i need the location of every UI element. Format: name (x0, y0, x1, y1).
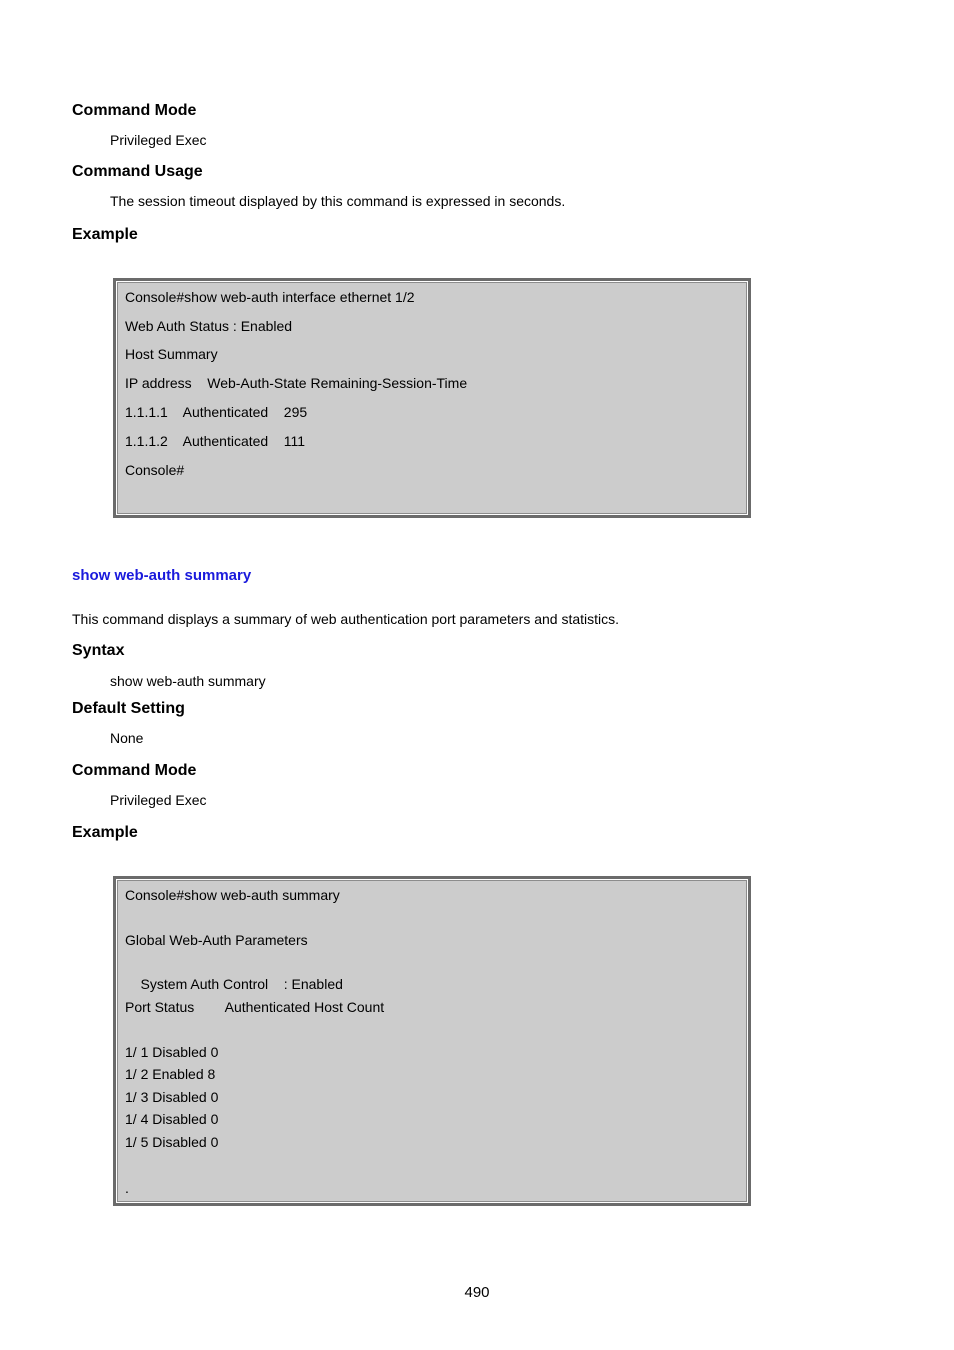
console-line: Web Auth Status : Enabled (125, 318, 293, 334)
console-line: 1/ 5 Disabled 0 (125, 1134, 219, 1150)
page-number: 490 (464, 1284, 490, 1301)
example-heading: Example (72, 226, 138, 243)
console-example-interface (113, 278, 751, 518)
command-usage-heading: Command Usage (72, 163, 203, 180)
console-line: 1/ 2 Enabled 8 (125, 1066, 216, 1082)
console-example-summary (113, 876, 751, 1206)
command-mode-heading: Command Mode (72, 102, 197, 119)
command-description: This command displays a summary of web authentication port parameters and statistics. (72, 611, 620, 627)
console-line: . (125, 1180, 129, 1196)
console-line: Console#show web-auth summary (125, 887, 340, 903)
console-line: 1/ 3 Disabled 0 (125, 1089, 219, 1105)
syntax-heading: Syntax (72, 642, 125, 659)
console-line: Global Web-Auth Parameters (125, 932, 308, 948)
command-usage-text: The session timeout displayed by this command is expressed in seconds. (110, 193, 566, 209)
default-setting-heading: Default Setting (72, 700, 185, 717)
example-heading: Example (72, 824, 138, 841)
command-mode-value: Privileged Exec (110, 792, 207, 808)
default-setting-value: None (110, 730, 144, 746)
console-line: System Auth Control : Enabled (125, 976, 343, 992)
console-line: 1.1.1.1 Authenticated 295 (125, 404, 308, 420)
console-line: 1/ 1 Disabled 0 (125, 1044, 219, 1060)
console-line: Console#show web-auth interface ethernet 1/2 (125, 289, 415, 305)
syntax-value: show web-auth summary (110, 673, 266, 689)
console-line: Port Status Authenticated Host Count (125, 999, 385, 1015)
console-line: IP address Web-Auth-State Remaining-Session-Time (125, 375, 468, 391)
command-title: show web-auth summary (72, 567, 252, 584)
command-mode-value: Privileged Exec (110, 132, 207, 148)
console-line: Host Summary (125, 346, 218, 362)
console-line: 1/ 4 Disabled 0 (125, 1111, 219, 1127)
console-line: Console# (125, 462, 185, 478)
command-mode-heading: Command Mode (72, 762, 197, 779)
console-line: 1.1.1.2 Authenticated 111 (125, 433, 306, 449)
